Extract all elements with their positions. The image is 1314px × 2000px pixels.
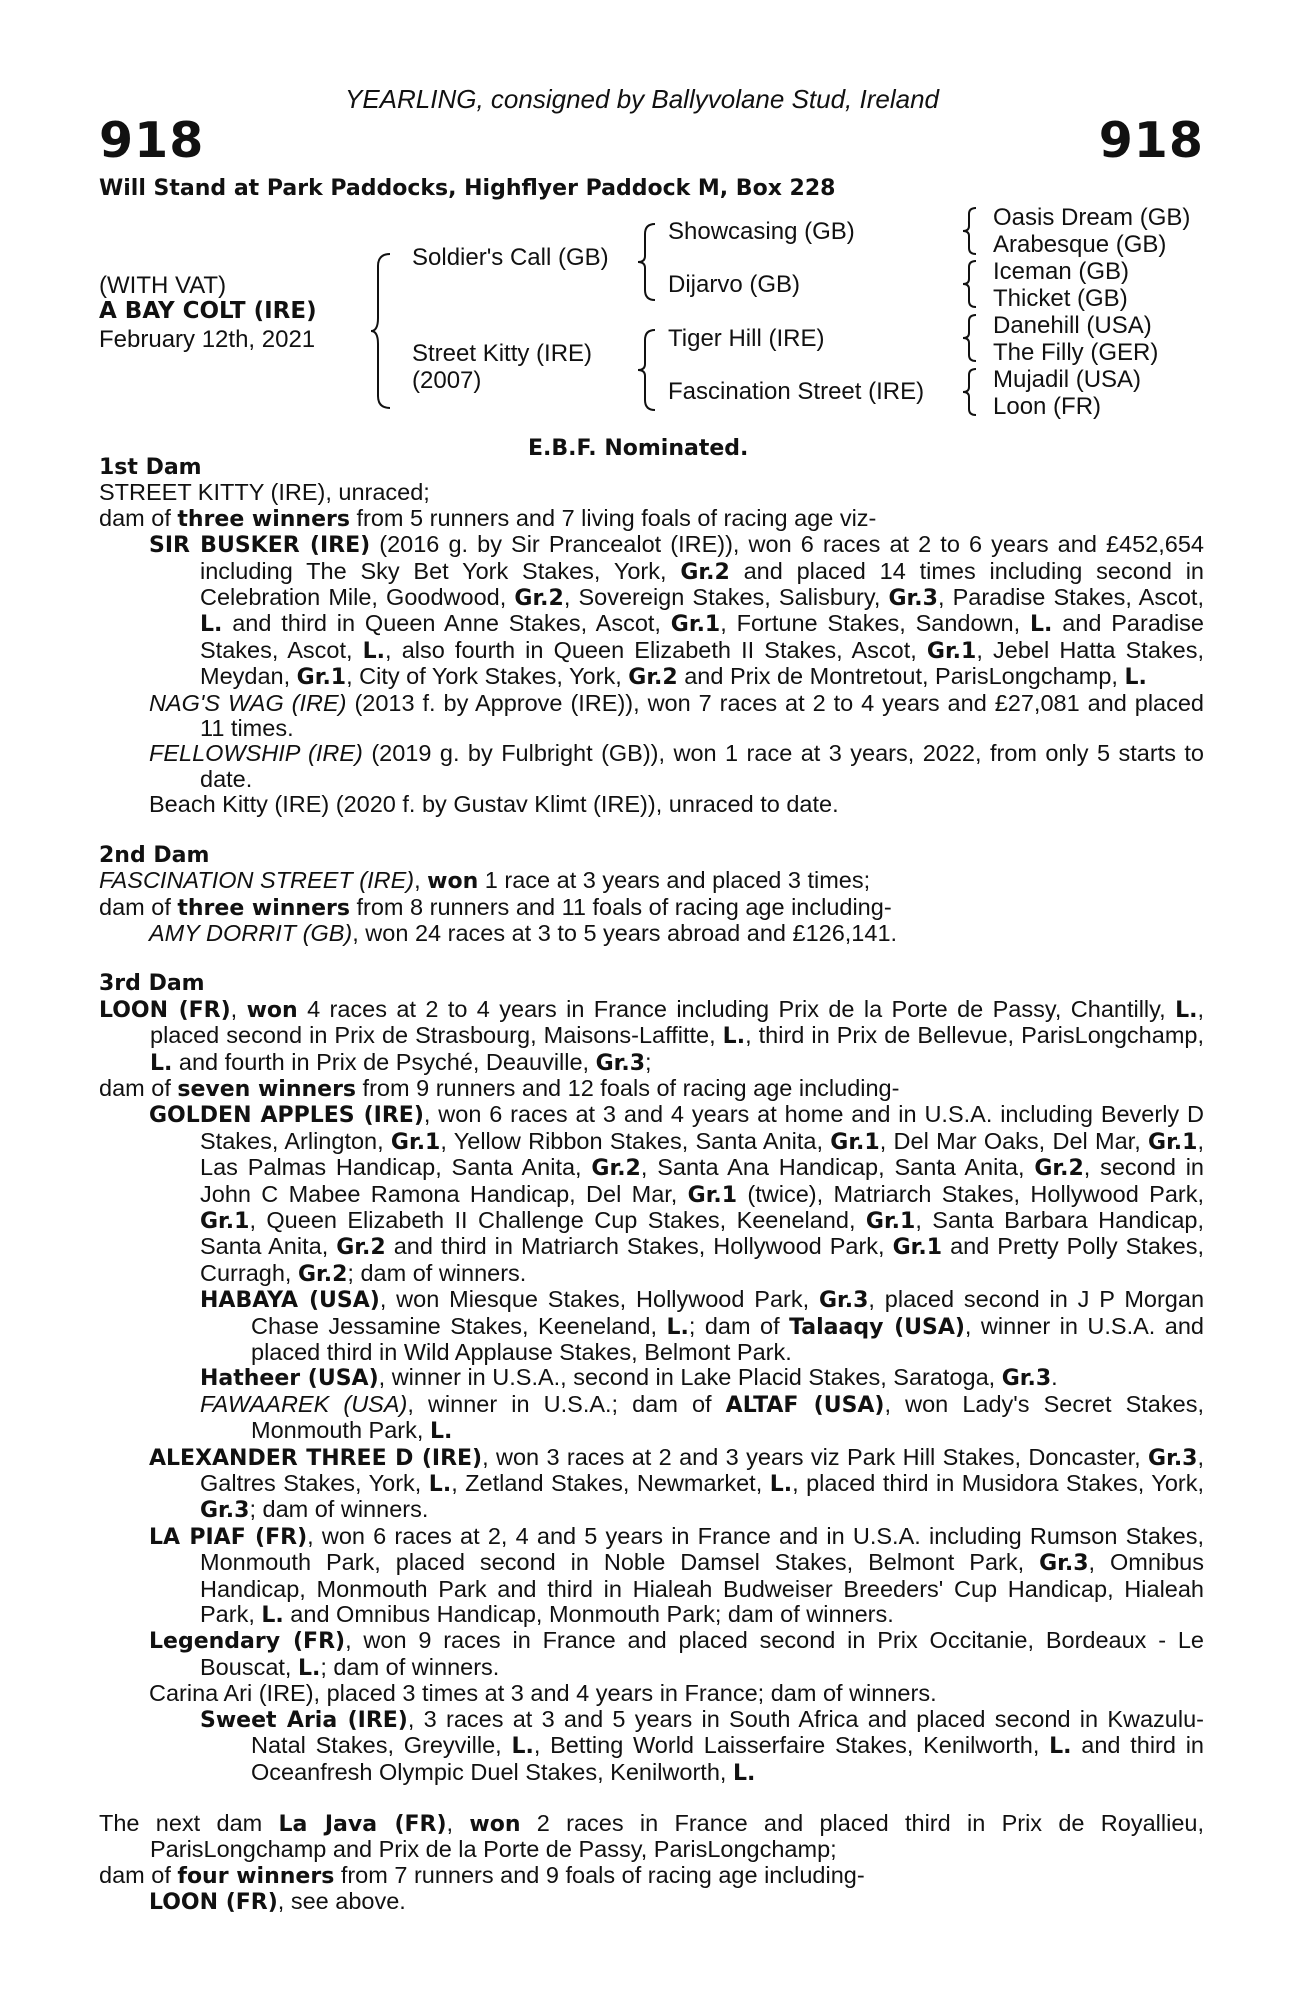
produce-la-piaf: LA PIAF (FR), won 6 races at 2, 4 and 5 years in France and in U.S.A. including Rumson Stakes, Monmouth Park, placed second in Noble Damsel Stakes, Belmont Park, Gr.3, Omnibus Handicap, Monmouth Park and third in Hialeah Budweiser Breeders' Cup Handicap, Hialeah Park, L. and Omnibus Handicap, Monmouth Park; dam of winners. — [149, 1522, 1205, 1629]
dam-year: (2007) — [412, 367, 482, 394]
vat-note: (WITH VAT) — [99, 272, 227, 299]
ebf-note: E.B.F. Nominated. — [528, 436, 749, 461]
dam-dam: Fascination Street (IRE) — [668, 378, 925, 405]
sire-sire: Showcasing (GB) — [668, 218, 855, 245]
consignment-line: YEARLING, consigned by Ballyvolane Stud, Ireland — [345, 84, 940, 114]
produce-loon: LOON (FR), see above. — [149, 1888, 406, 1916]
produce-hatheer: Hatheer (USA), winner in U.S.A., second in Lake Placid Stakes, Saratoga, Gr.3. — [200, 1364, 1058, 1392]
brace-6 — [962, 313, 978, 363]
section-2nd-dam: 2nd Dam — [99, 842, 210, 868]
gg-3: Iceman (GB) — [993, 258, 1130, 285]
dam-produce-2: dam of three winners from 8 runners and 11 foals of racing age including- — [99, 893, 892, 921]
brace-3 — [637, 328, 657, 412]
gg-5: Danehill (USA) — [993, 312, 1152, 339]
catalogue-body — [99, 455, 1204, 1916]
dam-line-2: FASCINATION STREET (IRE), won 1 race at 3 years and placed 3 times; — [99, 867, 871, 895]
brace-5 — [962, 259, 978, 309]
produce-golden-apples: GOLDEN APPLES (IRE), won 6 races at 3 and 4 years at home and in U.S.A. including Beverly D Stakes, Arlington, Gr.1, Yellow Ribbon Stakes, Santa Anita, Gr.1, Del Mar Oaks, Del Mar, Gr.1, Las Palmas Handicap, Santa Anita, Gr.2, Santa Ana Handicap, Santa Anita, Gr.2, second in John C Mabee Ramona Handicap, Del Mar, Gr.1 (twice), Matriarch Stakes, Hollywood Park, Gr.1, Queen Elizabeth II Challenge Cup Stakes, Keeneland, Gr.1, Santa Barbara Handicap, Santa Anita, Gr.2 and third in Matriarch Stakes, Hollywood Park, Gr.1 and Pretty Polly Stakes, Curragh, Gr.2; dam of winners. — [149, 1101, 1205, 1287]
dam: Street Kitty (IRE) — [412, 340, 593, 367]
produce-habaya: HABAYA (USA), won Miesque Stakes, Hollywood Park, Gr.3, placed second in J P Morgan Chase Jessamine Stakes, Keeneland, L.; dam of Talaaqy (USA), winner in U.S.A. and placed third in Wild Applause Stakes, Belmont Park. — [200, 1286, 1205, 1365]
gg-2: Arabesque (GB) — [993, 231, 1167, 258]
brace-7 — [962, 367, 978, 417]
produce-amy-dorrit: AMY DORRIT (GB), won 24 races at 3 to 5 years abroad and £126,141. — [149, 919, 898, 946]
gg-7: Mujadil (USA) — [993, 366, 1142, 393]
produce-fellowship: FELLOWSHIP (IRE) (2019 g. by Fulbright (GB)), won 1 race at 3 years, 2022, from only 5 starts to date. — [149, 740, 1204, 792]
gg-1: Oasis Dream (GB) — [993, 204, 1191, 231]
produce-beach-kitty: Beach Kitty (IRE) (2020 f. by Gustav Klimt (IRE)), unraced to date. — [149, 791, 839, 818]
produce-sir-busker: SIR BUSKER (IRE) (2016 g. by Sir Prancealot (IRE)), won 6 races at 2 to 6 years and £452,654 including The Sky Bet York Stakes, York, Gr.2 and placed 14 times including second in Celebration Mile, Goodwood, Gr.2, Sovereign Stakes, Salisbury, Gr.3, Paradise Stakes, Ascot, L. and third in Queen Anne Stakes, Ascot, Gr.1, Fortune Stakes, Sandown, L. and Paradise Stakes, Ascot, L., also fourth in Queen Elizabeth II Stakes, Ascot, Gr.1, Jebel Hatta Stakes, Meydan, Gr.1, City of York Stakes, York, Gr.2 and Prix de Montretout, ParisLongchamp, L. — [149, 531, 1205, 691]
stand-location: Will Stand at Park Paddocks, Highflyer Paddock M, Box 228 — [99, 176, 836, 201]
gg-8: Loon (FR) — [993, 393, 1102, 420]
next-dam-line: The next dam La Java (FR), won 2 races in France and placed third in Prix de Royallieu, ParisLongchamp and Prix de la Porte de Passy, ParisLongchamp; — [99, 1809, 1204, 1863]
produce-legendary: Legendary (FR), won 9 races in France and placed second in Prix Occitanie, Bordeaux - Le Bouscat, L.; dam of winners. — [149, 1627, 1205, 1681]
section-3rd-dam: 3rd Dam — [99, 971, 205, 997]
produce-nags-wag: NAG'S WAG (IRE) (2013 f. by Approve (IRE)), won 7 races at 2 to 4 years and £27,081 and placed 11 times. — [149, 689, 1204, 742]
dam-sire: Tiger Hill (IRE) — [668, 325, 825, 352]
sire-dam: Dijarvo (GB) — [668, 271, 801, 298]
dam-line-3: LOON (FR), won 4 races at 2 to 4 years in France including Prix de la Porte de Passy, Chantilly, L., placed second in Prix de Strasbourg, Maisons-Laffitte, L., third in Prix de Bellevue, ParisLongchamp, L. and fourth in Prix de Psyché, Deauville, Gr.3; — [99, 995, 1204, 1076]
dam-produce-1: dam of three winners from 5 runners and 7 living foals of racing age viz- — [99, 504, 877, 532]
brace-2 — [637, 222, 657, 302]
sire: Soldier's Call (GB) — [412, 244, 609, 271]
next-dam-produce: dam of four winners from 7 runners and 9 foals of racing age including- — [99, 1861, 865, 1889]
foaling-date: February 12th, 2021 — [99, 326, 316, 353]
produce-alexander-three-d: ALEXANDER THREE D (IRE), won 3 races at 2 and 3 years viz Park Hill Stakes, Doncaster, Gr.3, Galtres Stakes, York, L., Zetland Stakes, Newmarket, L., placed third in Musidora Stakes, York, Gr.3; dam of winners. — [149, 1443, 1205, 1524]
gg-6: The Filly (GER) — [993, 339, 1159, 366]
produce-carina-ari: Carina Ari (IRE), placed 3 times at 3 and 4 years in France; dam of winners. — [149, 1680, 937, 1707]
produce-fawaarek: FAWAAREK (USA), winner in U.S.A.; dam of ALTAF (USA), won Lady's Secret Stakes, Monmouth Park, L. — [200, 1390, 1204, 1445]
dam-line-1: STREET KITTY (IRE), unraced; — [99, 479, 430, 506]
brace-1 — [370, 252, 392, 410]
brace-4 — [962, 206, 978, 256]
section-1st-dam: 1st Dam — [99, 455, 202, 480]
produce-sweet-aria: Sweet Aria (IRE), 3 races at 3 and 5 years in South Africa and placed second in Kwazulu-Natal Stakes, Greyville, L., Betting World Laisserfaire Stakes, Kenilworth, L. and third in Oceanfresh Olympic Duel Stakes, Kenilworth, L. — [200, 1705, 1204, 1786]
dam-produce-3: dam of seven winners from 9 runners and 12 foals of racing age including- — [99, 1074, 900, 1102]
lot-number-right: 918 — [1098, 112, 1204, 169]
horse-name: A BAY COLT (IRE) — [99, 298, 317, 324]
lot-number-left: 918 — [99, 112, 205, 169]
gg-4: Thicket (GB) — [993, 285, 1128, 312]
